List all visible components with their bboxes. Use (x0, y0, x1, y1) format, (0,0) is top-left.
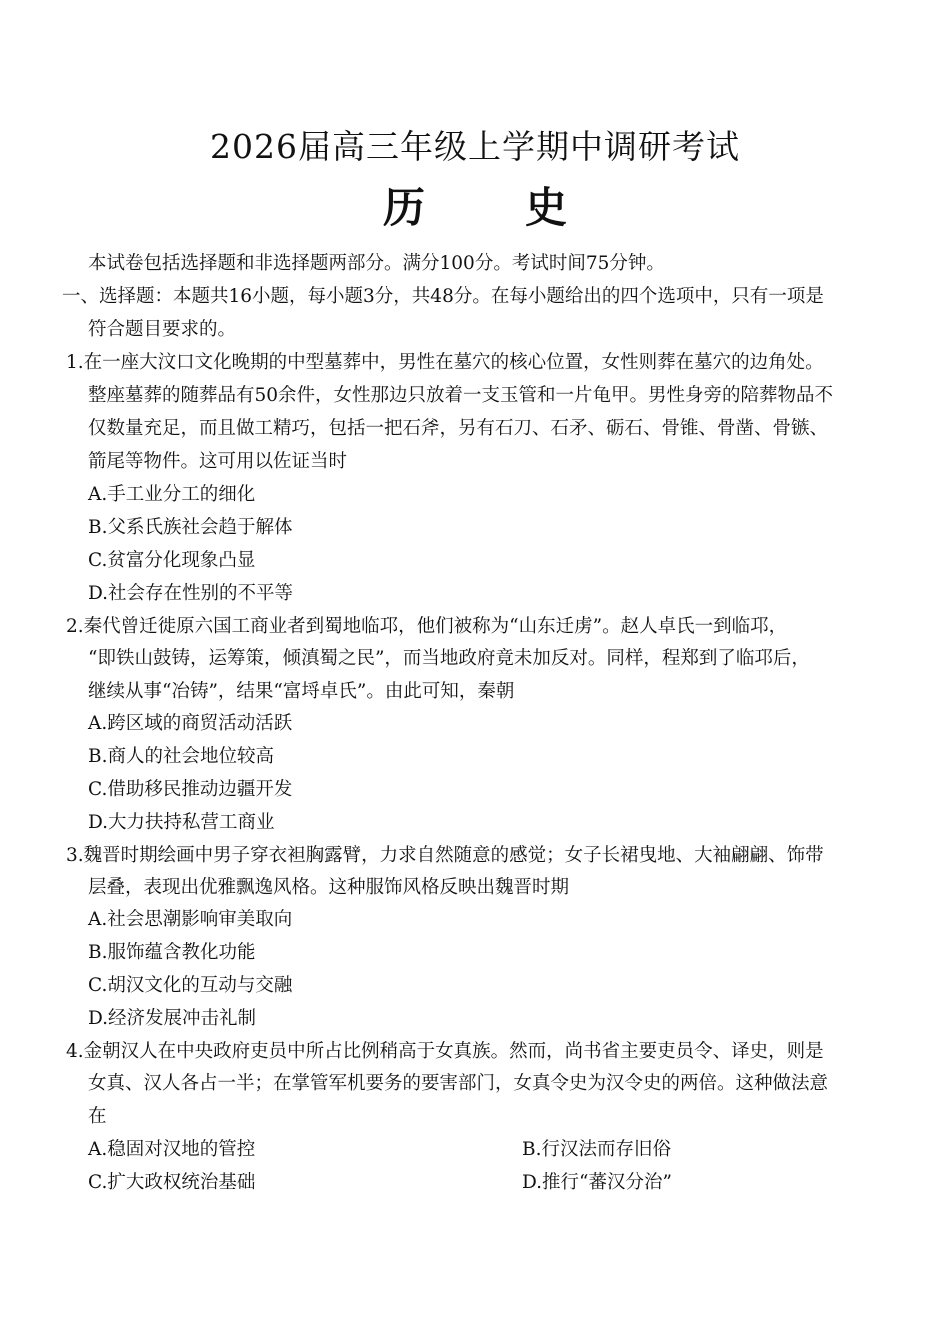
option-a: A.稳固对汉地的管控 (88, 1139, 256, 1160)
question-text-line: 2.秦代曾迁徙原六国工商业者到蜀地临邛，他们被称为“山东迁虏”。赵人卓氏一到临邛， (66, 616, 788, 637)
question-text-line: 继续从事“冶铸”，结果“富埒卓氏”。由此可知，秦朝 (88, 681, 515, 702)
subject-char-2: 史 (525, 183, 568, 232)
option-c: C.胡汉文化的互动与交融 (88, 975, 293, 996)
option-c: C.借助移民推动边疆开发 (88, 779, 293, 800)
question-text-line: 女真、汉人各占一半；在掌管军机要务的要害部门，女真令史为汉令史的两倍。这种做法意 (88, 1073, 829, 1094)
question-text-line: “即铁山鼓铸，运筹策，倾滇蜀之民”，而当地政府竟未加反对。同样，程郑到了临邛后， (88, 648, 810, 669)
question-text-line: 4.金朝汉人在中央政府吏员中所占比例稍高于女真族。然而，尚书省主要吏员令、译史，则是 (66, 1041, 824, 1062)
option-d: D.社会存在性别的不平等 (88, 583, 294, 604)
question-text-line: 3.魏晋时期绘画中男子穿衣袒胸露臂，力求自然随意的感觉；女子长裙曳地、大袖翩翩、饰带 (66, 845, 824, 866)
question-text-line: 整座墓葬的随葬品有50余件，女性那边只放着一支玉管和一片龟甲。男性身旁的陪葬物品不 (88, 385, 834, 406)
option-b: B.服饰蕴含教化功能 (88, 942, 256, 963)
question-text-line: 仅数量充足，而且做工精巧，包括一把石斧，另有石刀、石矛、砺石、骨锥、骨凿、骨镞、 (88, 418, 829, 439)
option-b: B.行汉法而存旧俗 (522, 1139, 671, 1160)
option-d: D.经济发展冲击礼制 (88, 1008, 257, 1029)
option-b: B.父系氏族社会趋于解体 (88, 517, 293, 538)
question-text-line: 1.在一座大汶口文化晚期的中型墓葬中，男性在墓穴的核心位置，女性则葬在墓穴的边角处。 (66, 352, 824, 373)
option-c: C.扩大政权统治基础 (88, 1172, 256, 1193)
section-heading-cont: 符合题目要求的。 (88, 319, 237, 340)
subject-char-1: 历 (382, 183, 425, 232)
question-text-line: 层叠，表现出优雅飘逸风格。这种服饰风格反映出魏晋时期 (88, 877, 570, 898)
exam-title: 2026届高三年级上学期中调研考试 (210, 127, 740, 166)
option-d: D.大力扶持私营工商业 (88, 812, 275, 833)
question-text-line: 在 (88, 1106, 107, 1127)
option-a: A.手工业分工的细化 (88, 484, 256, 505)
option-a: A.跨区域的商贸活动活跃 (88, 713, 293, 734)
option-d: D.推行“蕃汉分治” (522, 1172, 672, 1193)
option-c: C.贫富分化现象凸显 (88, 550, 256, 571)
option-b: B.商人的社会地位较高 (88, 746, 274, 767)
subject-title (0, 180, 950, 236)
option-a: A.社会思潮影响审美取向 (88, 909, 293, 930)
question-text-line: 箭尾等物件。这可用以佐证当时 (88, 451, 348, 472)
intro-text: 本试卷包括选择题和非选择题两部分。满分100分。考试时间75分钟。 (88, 253, 665, 274)
section-heading: 一、选择题：本题共16小题，每小题3分，共48分。在每小题给出的四个选项中，只有一项是 (62, 286, 824, 307)
